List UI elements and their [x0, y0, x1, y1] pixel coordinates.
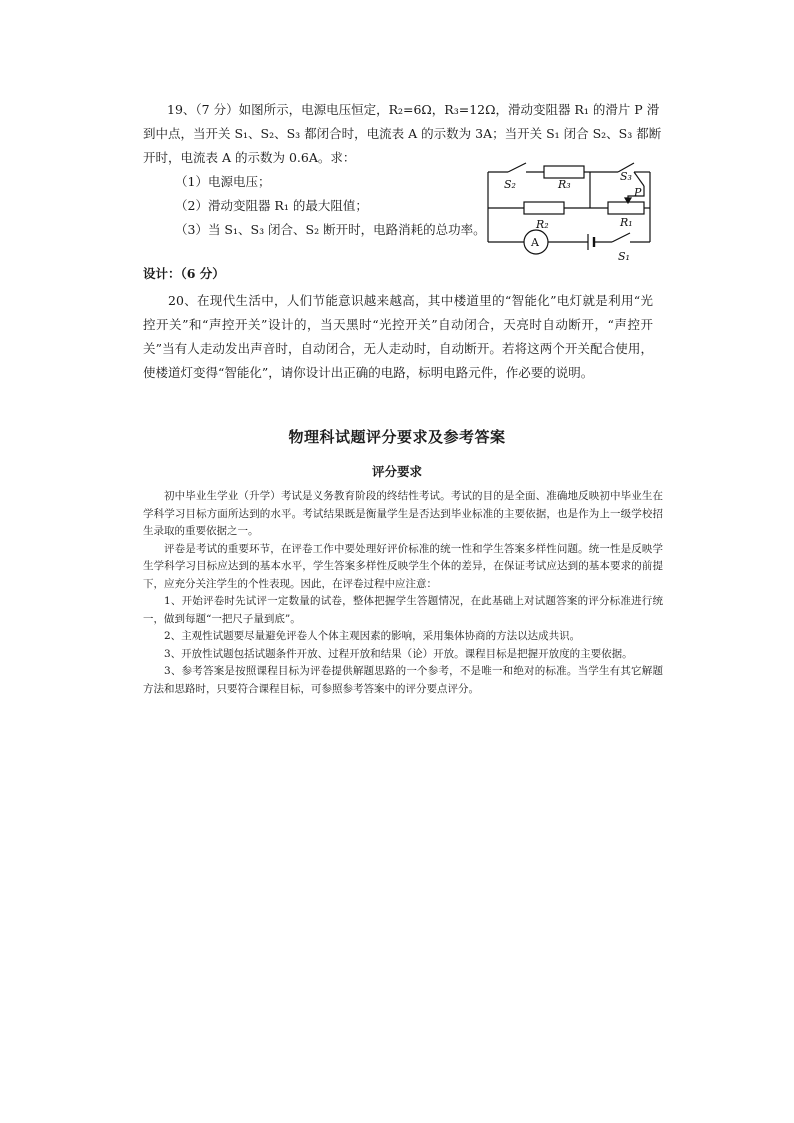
label-s1: S₁	[618, 250, 630, 263]
q19-line-3: 开时，电流表 A 的示数为 0.6A。求：	[143, 150, 356, 165]
label-ammeter: A	[531, 236, 539, 249]
resistor-r3	[544, 166, 584, 178]
rheostat-r1	[608, 202, 644, 214]
requirements-p3: 1、开始评卷时先试评一定数量的试卷，整体把握学生答题情况，在此基础上对试题答案的评分标准进行统一，做到每题“一把尺子量到底”。	[143, 595, 663, 625]
design-heading: 设计：（6 分）	[143, 266, 225, 281]
label-s3: S₃	[620, 170, 632, 183]
requirements-p2: 评卷是考试的重要环节，在评卷工作中要处理好评价标准的统一性和学生答案多样性问题。统一性是反映学生学科学习目标应达到的基本水平，学生答案多样性反映学生个体的差异，在保证考试应达到的基本要求的前提下，应充分关注学生的个性表现。因此，在评卷过程中应注意：	[143, 542, 663, 590]
switch-s2	[508, 163, 526, 172]
resistor-r2	[524, 202, 564, 214]
q19-line-1: 19、（7 分）如图所示，电源电压恒定，R₂=6Ω，R₃=12Ω，滑动变阻器 R₁ 的滑片 P 滑	[167, 102, 660, 117]
q19-line-2: 到中点，当开关 S₁、S₂、S₃ 都闭合时，电流表 A 的示数为 3A；当开关 S₁ 闭合 S₂、S₃ 都断	[143, 126, 662, 141]
question-20	[143, 289, 653, 385]
label-r1: R₁	[620, 216, 633, 229]
requirements-p4: 2、主观性试题要尽量避免评卷人个体主观因素的影响，采用集体协商的方法以达成共识。	[164, 630, 581, 642]
switch-s1	[612, 233, 630, 242]
label-r2: R₂	[536, 218, 549, 231]
label-s2: S₂	[504, 178, 516, 191]
q20-text: 20、在现代生活中，人们节能意识越来越高，其中楼道里的“智能化”电灯就是利用“光控开关”和“声控开关”设计的，当天黑时“光控开关”自动闭合，天亮时自动断开，“声控开关”当有人走动发出声音时，自动闭合，无人走动时，自动断开。若将这两个开关配合使用，使楼道灯变得“智能化”，请你设计出正确的电路，标明电路元件，作必要的说明。	[143, 293, 653, 380]
section-subtitle: 评分要求	[371, 464, 422, 479]
label-p: P	[634, 186, 642, 199]
page-title: 物理科试题评分要求及参考答案	[288, 428, 506, 446]
circuit-diagram	[478, 150, 658, 268]
requirements-block	[143, 488, 663, 698]
label-r3: R₃	[558, 178, 571, 191]
q19-item-2: （2）滑动变阻器 R₁ 的最大阻值；	[175, 198, 368, 213]
q19-item-1: （1）电源电压；	[175, 174, 271, 189]
requirements-p1: 初中毕业生学业（升学）考试是义务教育阶段的终结性考试。考试的目的是全面、准确地反映初中毕业生在学科学习目标方面所达到的水平。考试结果既是衡量学生是否达到毕业标准的主要依据，也是作为上一级学校招生录取的重要依据之一。	[143, 490, 663, 537]
q19-item-3: （3）当 S₁、S₃ 闭合、S₂ 断开时，电路消耗的总功率。	[175, 222, 486, 237]
requirements-p5: 3、开放性试题包括试题条件开放、过程开放和结果（论）开放。课程目标是把握开放度的主要依据。	[164, 647, 633, 660]
requirements-p6: 3、参考答案是按照课程目标为评卷提供解题思路的一个参考，不是唯一和绝对的标准。当学生有其它解题方法和思路时，只要符合课程目标，可参照参考答案中的评分要点评分。	[143, 665, 663, 695]
